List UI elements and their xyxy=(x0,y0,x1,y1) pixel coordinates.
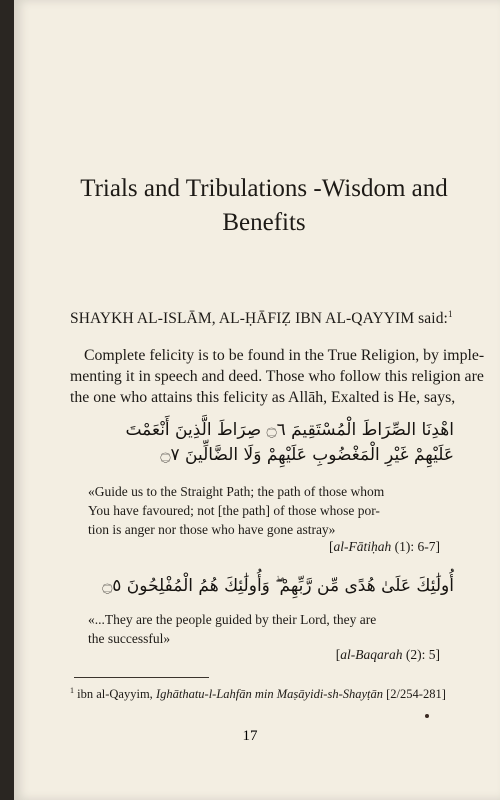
paragraph-line-1: Complete felicity is to be found in the True Religion, by imple- xyxy=(84,347,485,364)
footnote-author: ibn al-Qayyim, xyxy=(77,687,153,702)
footnote-mark: 1 xyxy=(70,686,74,695)
verse-1-translation-line-2: You have favoured; not [the path] of those whose por- xyxy=(88,503,380,518)
footnote-divider xyxy=(74,677,209,678)
footnote-location: [2/254-281] xyxy=(386,687,446,702)
footnote xyxy=(70,686,490,702)
chapter-title xyxy=(54,172,474,240)
verse-2-ayah: (2): 5] xyxy=(405,647,440,662)
attribution-heading xyxy=(70,309,480,328)
verse-1-translation-line-3: tion is anger nor those who have gone astray» xyxy=(88,522,336,537)
attribution-text: SHAYKH AL-ISLĀM, AL-ḤĀFIẒ IBN AL-QAYYIM said: xyxy=(70,310,448,328)
paragraph-line-2: menting it in speech and deed. Those who follow this religion are xyxy=(70,368,484,385)
verse-1-translation xyxy=(88,482,484,539)
page-number: 17 xyxy=(242,728,258,744)
verse-1-surah: al-Fātiḥah xyxy=(333,539,392,554)
verse-2-arabic-line: أُولَٰئِكَ عَلَىٰ هُدًى مِّن رَّبِّهِمْ ۖ وَأُولَٰئِكَ هُمُ الْمُفْلِحُونَ ۝٥ xyxy=(102,576,454,596)
intro-paragraph xyxy=(70,345,490,408)
chapter-title-line-1: Trials and Tribulations -Wisdom and xyxy=(80,175,448,202)
verse-1-reference: [al-Fātiḥah (1): 6-7] xyxy=(329,539,440,554)
paragraph-line-3: the one who attains this felicity as Allāh, Exalted is He, says, xyxy=(70,389,456,406)
book-page xyxy=(14,0,500,800)
ink-speck xyxy=(425,714,429,718)
verse-2-reference: [al-Baqarah (2): 5] xyxy=(335,647,440,662)
footnote-work: Ighāthatu-l-Lahfān min Maṣāyidi-sh-Shayṭān xyxy=(155,687,384,702)
verse-2-translation-line-2: the successful» xyxy=(88,631,171,646)
verse-2-translation-line-1: «...They are the people guided by their Lord, they are xyxy=(88,612,377,627)
footnote-reference: 1 xyxy=(447,309,453,319)
verse-2-arabic xyxy=(94,574,454,599)
chapter-title-line-2: Benefits xyxy=(222,209,306,236)
verse-1-arabic-line-2: عَلَيْهِمْ غَيْرِ الْمَغْضُوبِ عَلَيْهِمْ وَلَا الضَّالِّينَ ۝٧ xyxy=(160,445,454,465)
verse-2-translation xyxy=(88,610,484,648)
verse-1-arabic xyxy=(94,418,454,468)
verse-1-arabic-line-1: اهْدِنَا الصِّرَاطَ الْمُسْتَقِيمَ ۝٦ صِرَاطَ الَّذِينَ أَنْعَمْتَ xyxy=(125,420,454,440)
verse-1-ayah: (1): 6-7] xyxy=(394,539,440,554)
verse-1-translation-line-1: «Guide us to the Straight Path; the path of those whom xyxy=(88,484,385,499)
verse-2-surah: al-Baqarah xyxy=(340,647,403,662)
